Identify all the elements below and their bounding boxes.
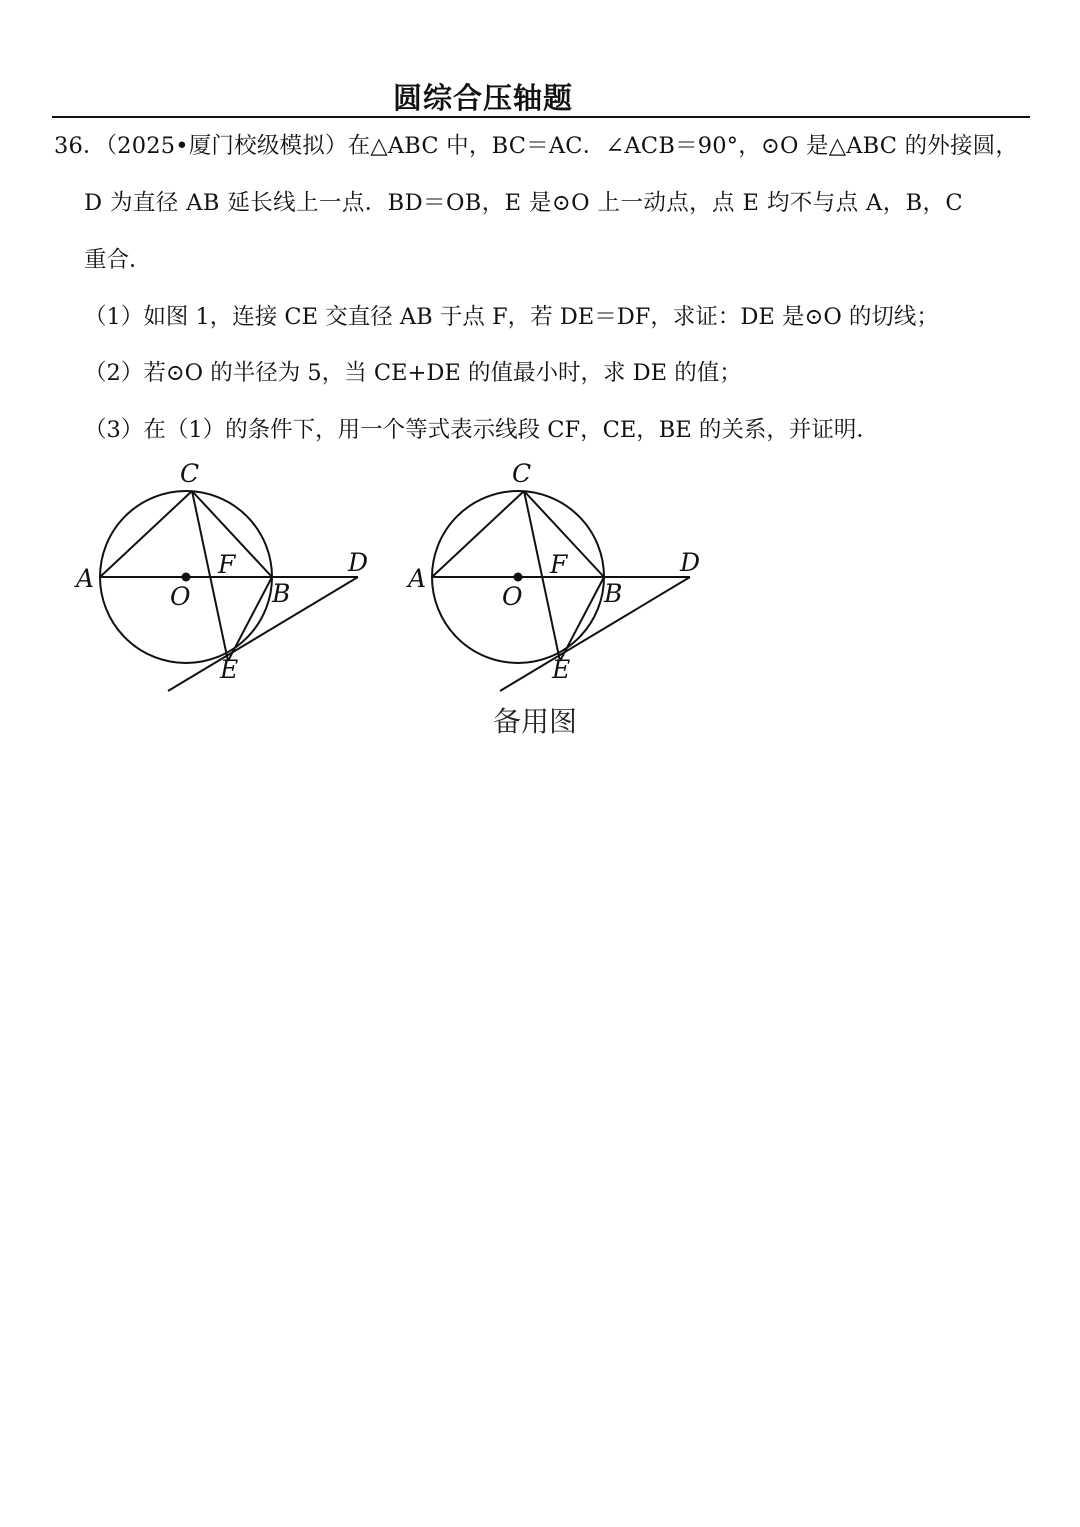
label-a: A	[76, 564, 95, 593]
problem-stem-line-2: D 为直径 AB 延长线上一点．BD＝OB，E 是⊙O 上一动点，点 E 均不与点 A，B，C	[84, 190, 964, 216]
label-d: D	[348, 548, 369, 577]
label-b: B	[272, 579, 291, 608]
center-dot	[514, 573, 523, 582]
label-e: E	[220, 655, 239, 684]
label-d: D	[680, 548, 701, 577]
title-underline	[52, 116, 1030, 118]
geometry-figures	[60, 455, 760, 705]
question-part-3: （3）在（1）的条件下，用一个等式表示线段 CF，CE，BE 的关系，并证明．	[84, 417, 879, 443]
label-e: E	[552, 655, 571, 684]
question-part-1: （1）如图 1，连接 CE 交直径 AB 于点 F，若 DE＝DF，求证：DE 是⊙O 的切线；	[84, 304, 939, 330]
problem-stem-line-1: 36．（2025•厦门校级模拟）在△ABC 中，BC＝AC．∠ACB＝90°，⊙O 是△ABC 的外接圆，	[54, 133, 1019, 159]
question-part-2: （2）若⊙O 的半径为 5，当 CE+DE 的值最小时，求 DE 的值；	[84, 360, 742, 386]
label-a: A	[408, 564, 427, 593]
label-c: C	[180, 459, 200, 488]
backup-figure-caption: 备用图	[493, 705, 578, 738]
label-o: O	[502, 582, 523, 611]
problem-stem-line-3: 重合．	[84, 247, 152, 273]
label-f: F	[550, 550, 568, 579]
segment-be	[560, 577, 604, 661]
label-b: B	[604, 579, 623, 608]
segment-be	[228, 577, 272, 661]
segment-ac	[100, 491, 192, 577]
page-title: 圆综合压轴题	[392, 81, 573, 115]
label-c: C	[512, 459, 532, 488]
label-o: O	[170, 582, 191, 611]
label-f: F	[218, 550, 236, 579]
segment-ac	[432, 491, 524, 577]
center-dot	[182, 573, 191, 582]
